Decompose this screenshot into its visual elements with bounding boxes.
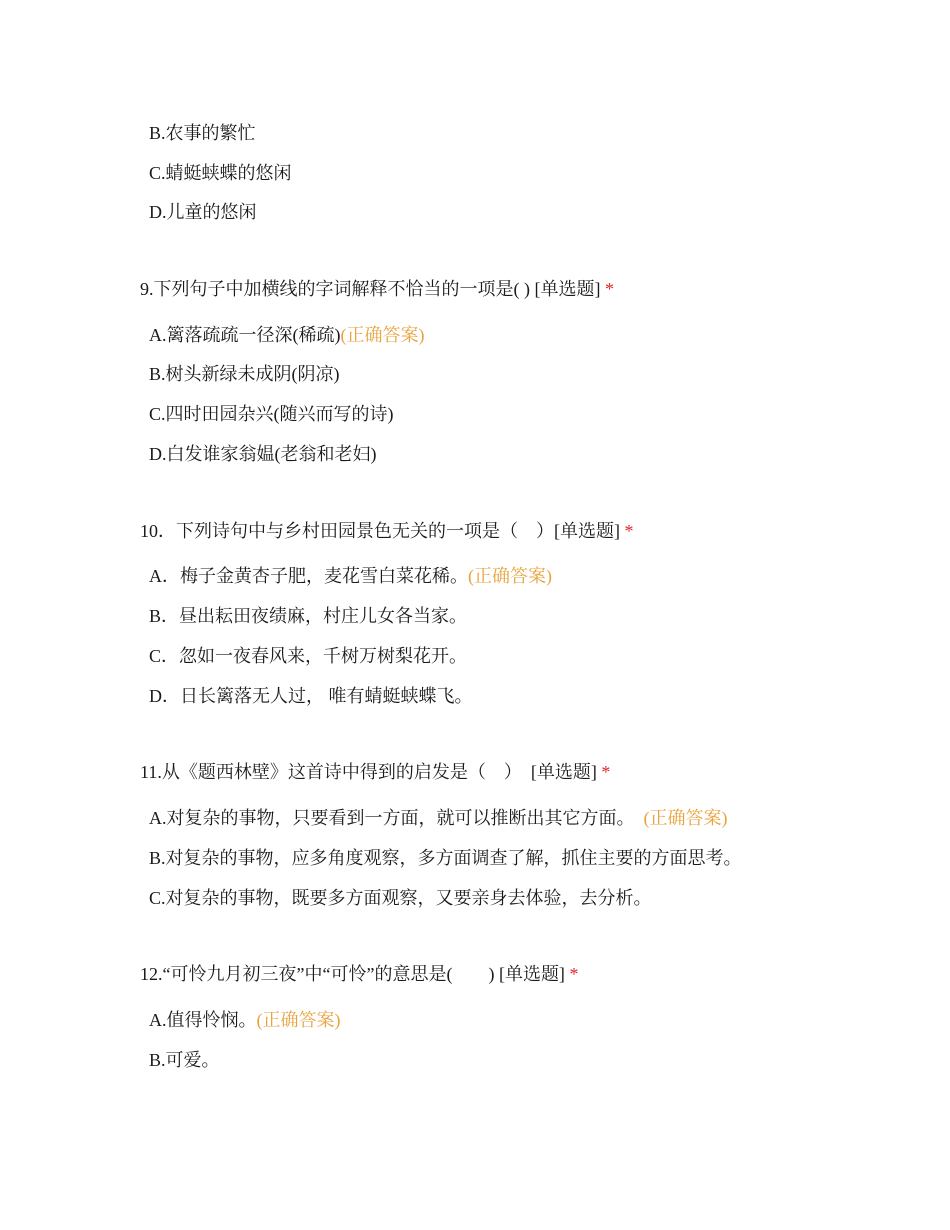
option-b[interactable] xyxy=(149,120,256,146)
required-mark: * xyxy=(569,964,579,984)
question-11-option-b[interactable] xyxy=(149,845,742,871)
question-10-title xyxy=(140,518,634,544)
option-text: D．日长篱落无人过， 唯有蜻蜓蛱蝶飞。 xyxy=(149,686,473,706)
question-11-title xyxy=(140,759,610,785)
question-12-option-a[interactable] xyxy=(149,1007,341,1033)
option-text: A.对复杂的事物，只要看到一方面，就可以推断出其它方面。 xyxy=(149,808,644,828)
question-text: 11.从《题西林壁》这首诗中得到的启发是（ ） [单选题] xyxy=(140,762,597,782)
question-11-option-a[interactable] xyxy=(149,805,728,831)
option-text: A．梅子金黄杏子肥，麦花雪白菜花稀。 xyxy=(149,566,468,586)
option-text: B．昼出耘田夜绩麻，村庄儿女各当家。 xyxy=(149,606,468,626)
option-text: B.树头新绿未成阴(阴凉) xyxy=(149,364,340,384)
correct-answer-label: (正确答案) xyxy=(643,808,728,828)
question-9-option-a[interactable] xyxy=(149,322,425,348)
question-text: 12.“可怜九月初三夜”中“可怜”的意思是( ) [单选题] xyxy=(140,964,565,984)
option-d[interactable] xyxy=(149,199,257,225)
question-12-option-b[interactable] xyxy=(149,1047,220,1073)
correct-answer-label: (正确答案) xyxy=(468,566,552,586)
question-text: 10．下列诗句中与乡村田园景色无关的一项是（ ）[单选题] xyxy=(140,521,620,541)
question-10-option-c[interactable] xyxy=(149,643,467,669)
option-text: C．忽如一夜春风来，千树万树梨花开。 xyxy=(149,646,468,666)
question-9-option-d[interactable] xyxy=(149,441,377,467)
question-11-option-c[interactable] xyxy=(149,885,652,911)
option-text: A.篱落疏疏一径深(稀疏) xyxy=(149,325,341,345)
question-9-title xyxy=(140,276,614,302)
question-10-option-a[interactable] xyxy=(149,563,552,589)
question-9-option-b[interactable] xyxy=(149,361,340,387)
correct-answer-label: (正确答案) xyxy=(340,325,425,345)
required-mark: * xyxy=(624,521,634,541)
option-text: B.农事的繁忙 xyxy=(149,123,256,143)
option-text: C.四时田园杂兴(随兴而写的诗) xyxy=(149,404,394,424)
required-mark: * xyxy=(601,762,611,782)
required-mark: * xyxy=(604,279,614,299)
option-text: C.对复杂的事物，既要多方面观察，又要亲身去体验，去分析。 xyxy=(149,888,652,908)
option-c[interactable] xyxy=(149,160,292,186)
option-text: B.对复杂的事物，应多角度观察，多方面调查了解，抓住主要的方面思考。 xyxy=(149,848,742,868)
option-text: D.白发谁家翁媪(老翁和老妇) xyxy=(149,444,377,464)
option-text: A.值得怜悯。 xyxy=(149,1010,257,1030)
option-text: B.可爱。 xyxy=(149,1050,220,1070)
question-10-option-b[interactable] xyxy=(149,603,467,629)
option-text: D.儿童的悠闲 xyxy=(149,202,257,222)
correct-answer-label: (正确答案) xyxy=(256,1010,341,1030)
option-text: C.蜻蜓蛱蝶的悠闲 xyxy=(149,163,292,183)
question-text: 9.下列句子中加横线的字词解释不恰当的一项是( ) [单选题] xyxy=(140,279,601,299)
question-10-option-d[interactable] xyxy=(149,683,473,709)
question-9-option-c[interactable] xyxy=(149,401,394,427)
question-12-title xyxy=(140,961,578,987)
